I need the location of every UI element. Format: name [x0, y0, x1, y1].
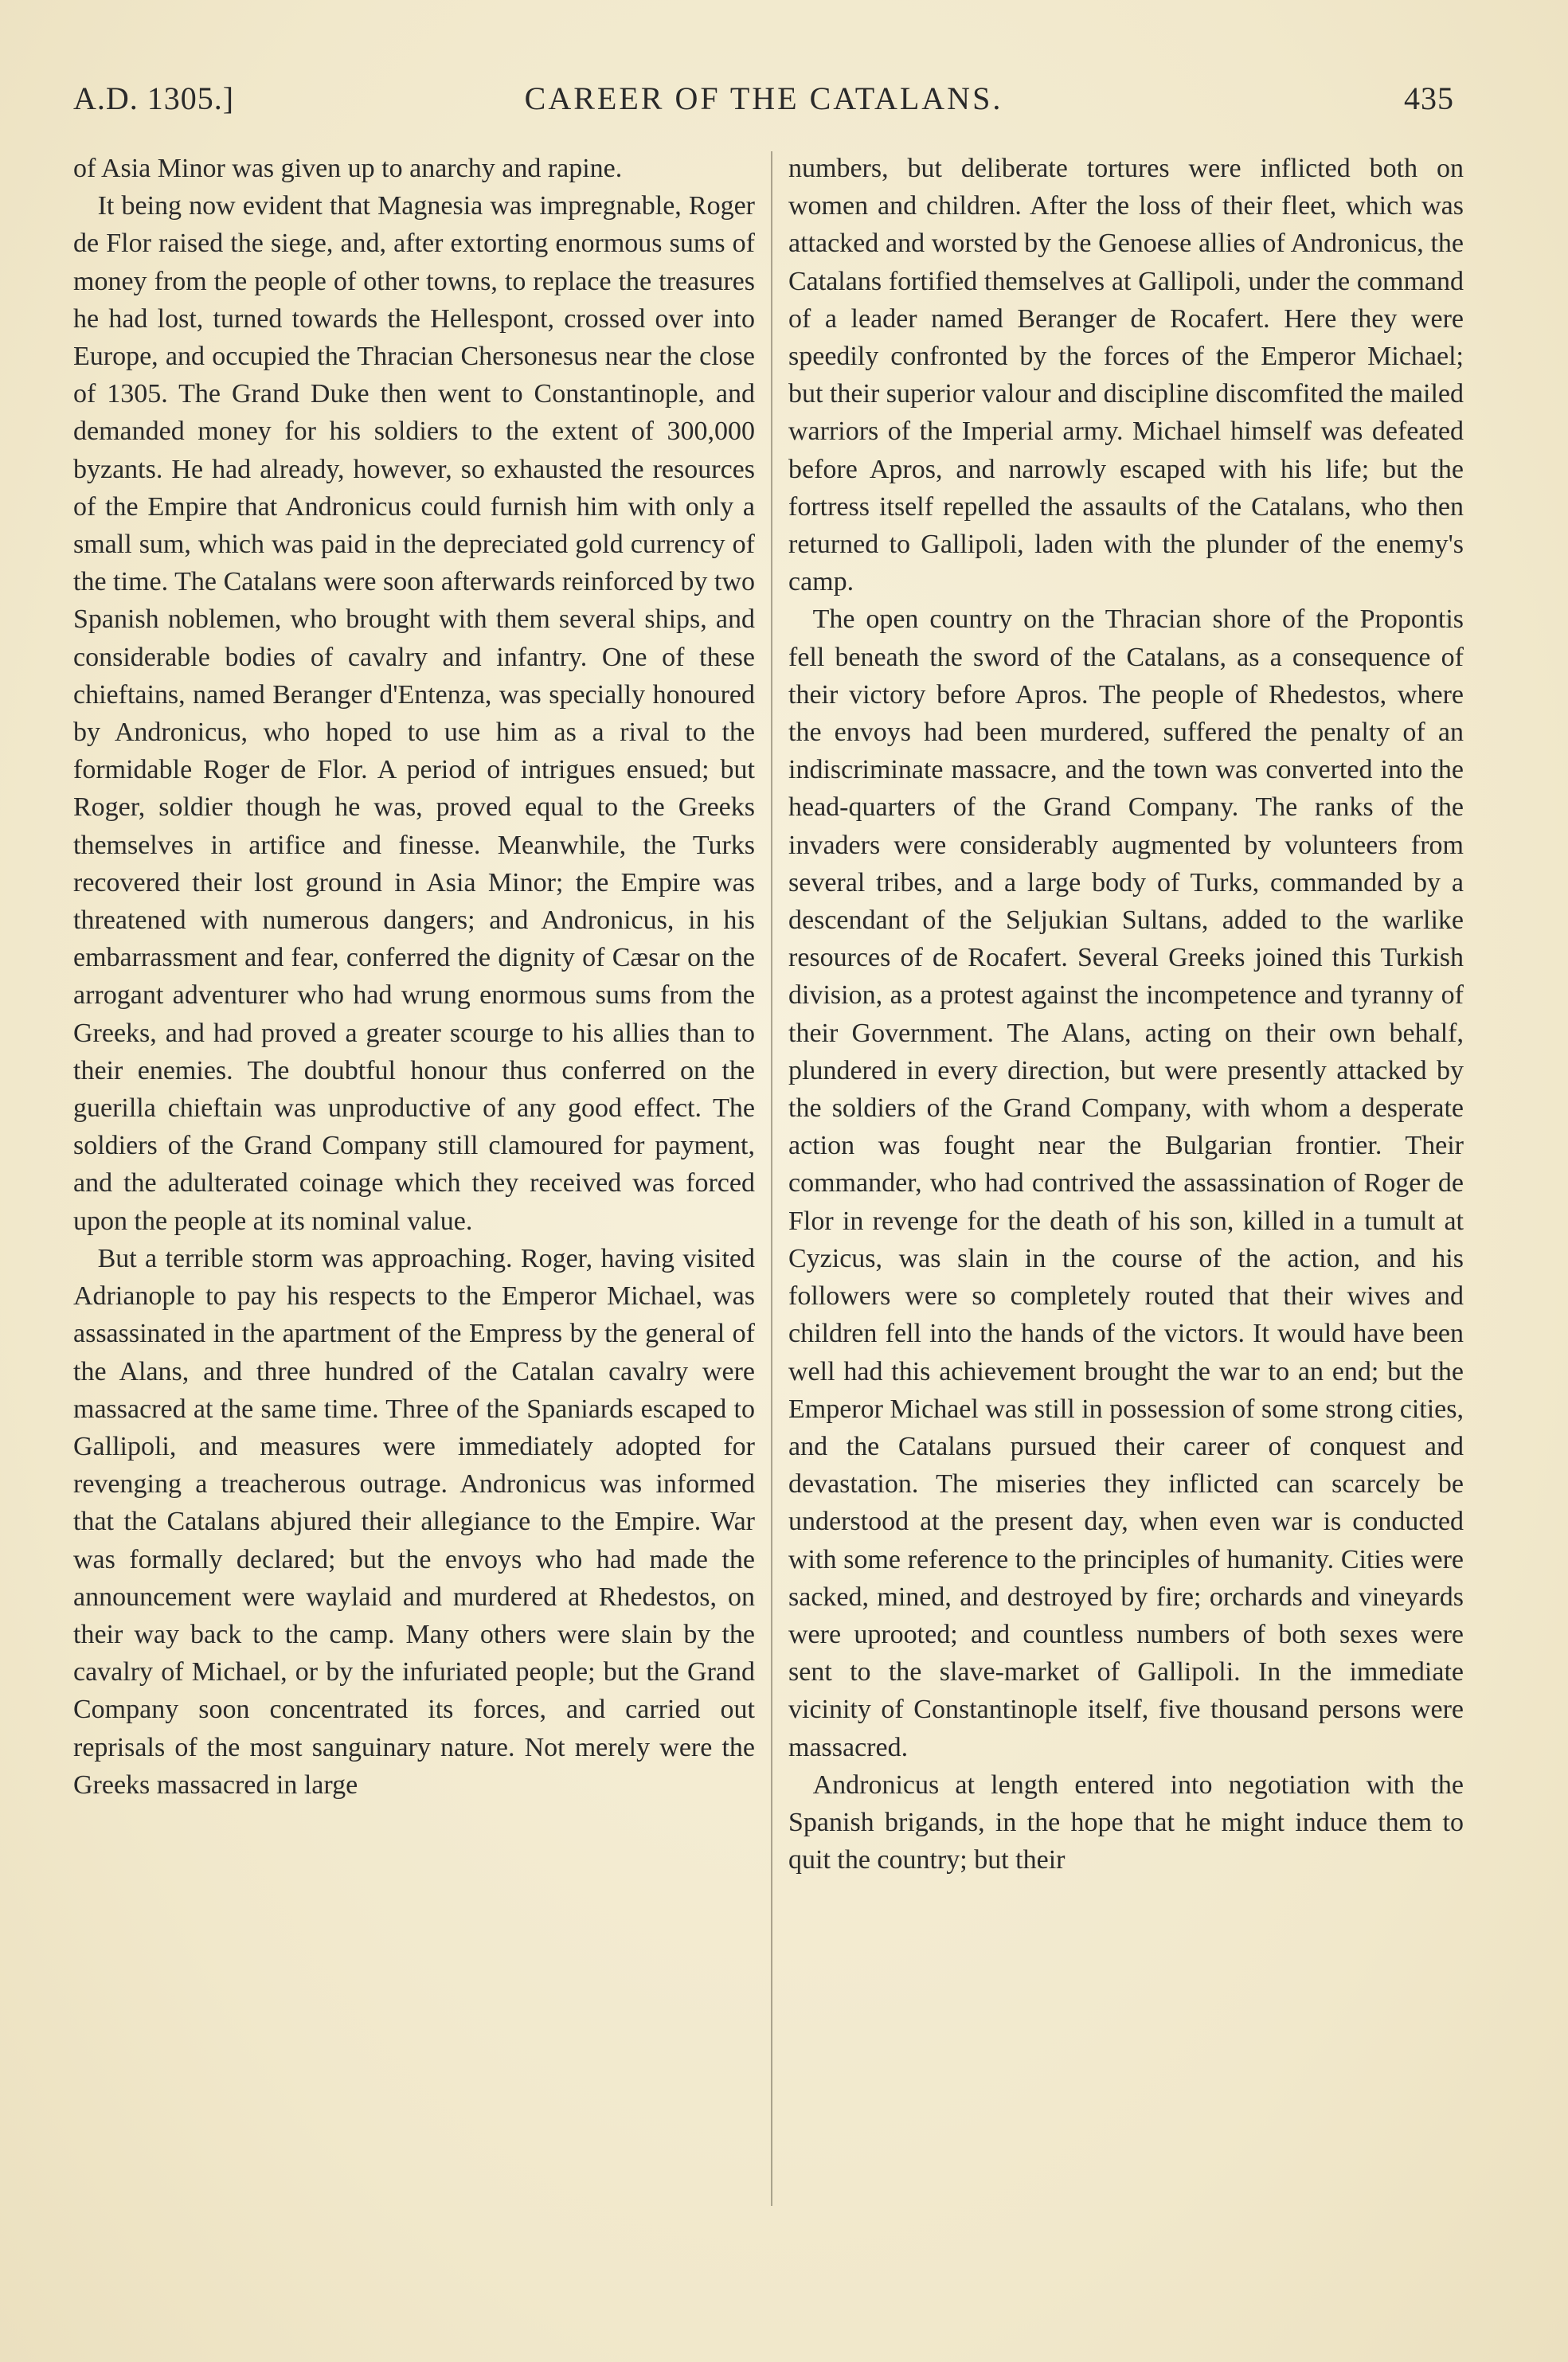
- right-column: [788, 150, 1464, 1879]
- paragraph: But a terrible storm was approaching. Roger, having visited Adrianople to pay his respects to the Emperor Michael, was assassinated in the apartment of the Empress by the general of the Alans, and three hundred of the Catalan cavalry were massacred at the same time. Three of the Spaniards escaped to Gallipoli, and measures were immediately adopted for revenging a treacherous outrage. Andronicus was informed that the Catalans abjured their allegiance to the Empire. War was formally declared; but the envoys who had made the announcement were waylaid and murdered at Rhedestos, on their way back to the camp. Many others were slain by the cavalry of Michael, or by the infuriated people; but the Grand Company soon concentrated its forces, and carried out reprisals of the most sanguinary nature. Not merely were the Greeks massacred in large: [73, 1243, 755, 1800]
- header-title: CAREER OF THE CATALANS.: [524, 80, 1003, 116]
- column-divider: [771, 151, 772, 2206]
- paragraph: It being now evident that Magnesia was impregnable, Roger de Flor raised the siege, and, after extorting enormous sums of money from the people of other towns, to replace the treasures he had lost, turned towards the Hellespont, crossed over into Europe, and occupied the Thracian Chersonesus near the close of 1305. The Grand Duke then went to Constantinople, and demanded money for his soldiers to the extent of 300,000 byzants. He had already, however, so exhausted the resources of the Empire that Andronicus could furnish him with only a small sum, which was paid in the depreciated gold currency of the time. The Catalans were soon afterwards reinforced by two Spanish noblemen, who brought with them several ships, and considerable bodies of cavalry and infantry. One of these chieftains, named Beranger d'Entenza, was specially honoured by Andronicus, who hoped to use him as a rival to the formidable Roger de Flor. A period of intrigues ensued; but Roger, soldier though he was, proved equal to the Greeks themselves in artifice and finesse. Meanwhile, the Turks recovered their lost ground in Asia Minor; the Empire was threatened with numerous dangers; and Andronicus, in his embarrassment and fear, conferred the dignity of Cæsar on the arrogant adventurer who had wrung enormous sums from the Greeks, and had proved a greater scourge to his allies than to their enemies. The doubtful honour thus conferred on the guerilla chieftain was unproductive of any good effect. The soldiers of the Grand Company still clamoured for payment, and the adulterated coinage which they received was forced upon the people at its nominal value.: [73, 191, 755, 1236]
- paragraph: numbers, but deliberate tortures were inflicted both on women and children. After the loss of their fleet, which was attacked and worsted by the Genoese allies of Andronicus, the Catalans fortified themselves at Gallipoli, under the command of a leader named Beranger de Rocafert. Here they were speedily confronted by the forces of the Emperor Michael; but their superior valour and discipline discomfited the mailed warriors of the Imperial army. Michael himself was defeated before Apros, and narrowly escaped with his life; but the fortress itself repelled the assaults of the Catalans, who then returned to Gallipoli, laden with the plunder of the enemy's camp.: [788, 154, 1464, 597]
- paragraph: of Asia Minor was given up to anarchy and rapine.: [73, 154, 623, 183]
- page-number: 435: [1404, 80, 1454, 116]
- paragraph: Andronicus at length entered into negotiation with the Spanish brigands, in the hope that he might induce them to quit the country; but their: [788, 1770, 1464, 1875]
- left-column: [73, 150, 755, 1804]
- header-date: A.D. 1305.]: [73, 80, 235, 116]
- paragraph: The open country on the Thracian shore of the Propontis fell beneath the sword of the Catalans, as a consequence of their victory before Apros. The people of Rhedestos, where the envoys had been murdered, suffered the penalty of an indiscriminate massacre, and the town was converted into the head-quarters of the Grand Company. The ranks of the invaders were considerably augmented by volunteers from several tribes, and a large body of Turks, commanded by a descendant of the Seljukian Sultans, added to the warlike resources of de Rocafert. Several Greeks joined this Turkish division, as a protest against the incompetence and tyranny of their Government. The Alans, acting on their own behalf, plundered in every direction, but were presently attacked by the soldiers of the Grand Company, with whom a desperate action was fought near the Bulgarian frontier. Their commander, who had contrived the assassination of Roger de Flor in revenge for the death of his son, killed in a tumult at Cyzicus, was slain in the course of the action, and his followers were so completely routed that their wives and children fell into the hands of the victors. It would have been well had this achievement brought the war to an end; but the Emperor Michael was still in possession of some strong cities, and the Catalans pursued their career of conquest and devastation. The miseries they inflicted can scarcely be understood at the present day, when even war is conducted with some reference to the principles of humanity. Cities were sacked, mined, and destroyed by fire; orchards and vineyards were uprooted; and countless numbers of both sexes were sent to the slave-market of Gallipoli. In the immediate vicinity of Constantinople itself, five thousand persons were massacred.: [788, 604, 1464, 1762]
- running-header: [73, 80, 1454, 127]
